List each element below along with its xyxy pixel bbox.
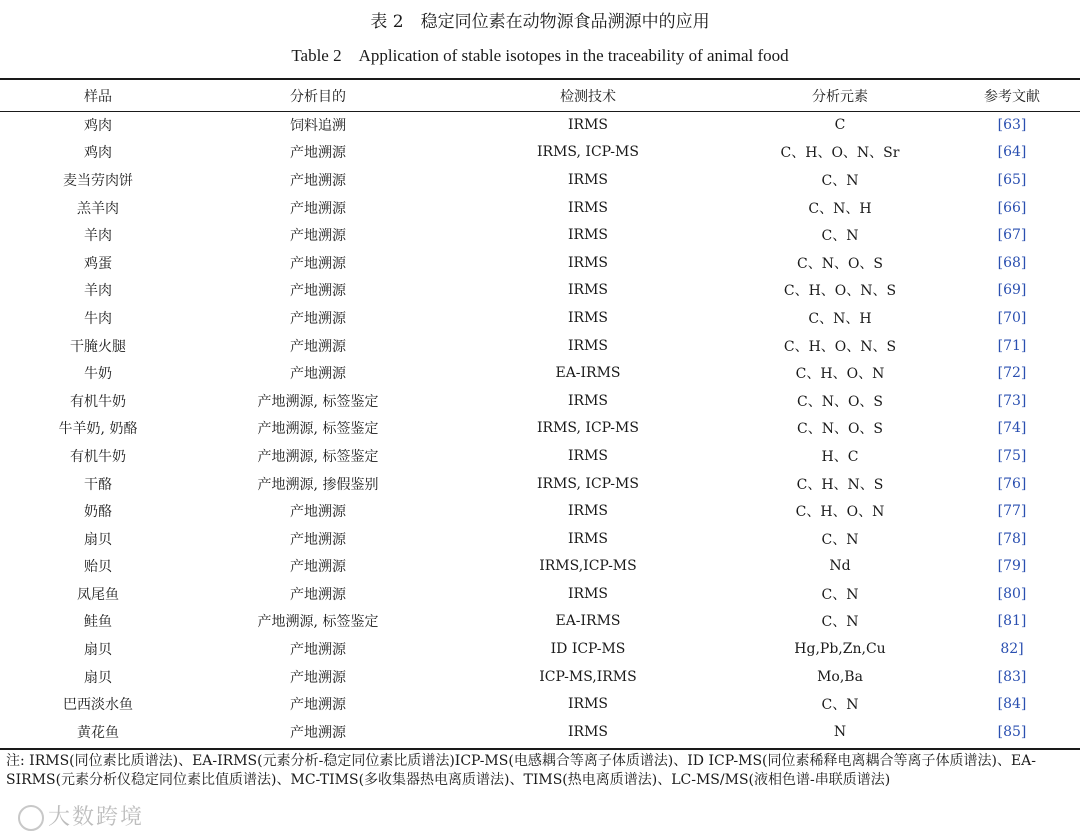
- cell-purpose: 产地溯源, 标签鉴定: [257, 421, 379, 438]
- cell-purpose: 产地溯源: [290, 145, 346, 162]
- cell-elements: C、H、O、N: [795, 366, 885, 383]
- cell-purpose: 产地溯源, 标签鉴定: [257, 393, 379, 410]
- cell-elements: C、N: [821, 172, 859, 189]
- cell-sample: 鸡蛋: [84, 255, 112, 272]
- cell-elements: H、C: [821, 448, 859, 465]
- cell-reference[interactable]: [80]: [997, 585, 1027, 602]
- table-row: [0, 525, 1080, 553]
- cell-sample: 麦当劳肉饼: [63, 172, 133, 189]
- table-row: [0, 277, 1080, 305]
- watermark-text: 大数跨境: [48, 805, 145, 830]
- table-row: [0, 580, 1080, 608]
- cell-technique: EA-IRMS: [555, 613, 621, 630]
- table-row: [0, 497, 1080, 525]
- cell-sample: 贻贝: [84, 559, 112, 576]
- cell-sample: 羊肉: [84, 283, 112, 300]
- cell-technique: IRMS: [568, 392, 608, 409]
- table-row: [0, 608, 1080, 636]
- table-row: [0, 221, 1080, 249]
- cell-sample: 牛羊奶, 奶酪: [58, 421, 138, 438]
- cell-elements: C、H、O、N: [795, 504, 885, 521]
- cell-purpose: 产地溯源: [290, 255, 346, 272]
- table-row: [0, 139, 1080, 167]
- cell-purpose: 产地溯源: [290, 669, 346, 686]
- cell-technique: IRMS: [568, 696, 608, 713]
- table-caption-en: Table 2 Application of stable isotopes in the traceability of animal food: [291, 46, 789, 65]
- cell-elements: C、H、N、S: [796, 476, 884, 493]
- cell-sample: 奶酪: [84, 504, 112, 521]
- cell-reference[interactable]: [74]: [997, 420, 1027, 437]
- cell-technique: IRMS: [568, 199, 608, 216]
- cell-elements: Mo,Ba: [817, 668, 863, 685]
- table-row: [0, 470, 1080, 498]
- cell-purpose: 产地溯源: [290, 366, 346, 383]
- cell-sample: 鲑鱼: [84, 614, 112, 631]
- cell-reference[interactable]: [68]: [997, 254, 1027, 271]
- cell-purpose: 产地溯源, 掺假鉴别: [257, 476, 379, 493]
- cell-elements: C、N、O、S: [796, 393, 884, 410]
- watermark-logo-icon: [18, 805, 44, 831]
- table-caption-cn: 表 2 稳定同位素在动物源食品溯源中的应用: [370, 12, 710, 32]
- cell-elements: Hg,Pb,Zn,Cu: [794, 641, 886, 658]
- cell-elements: C、N、O、S: [796, 255, 884, 272]
- watermark: [18, 800, 144, 831]
- cell-reference[interactable]: [67]: [997, 227, 1027, 244]
- table-row: [0, 166, 1080, 194]
- cell-technique: IRMS: [568, 503, 608, 520]
- cell-sample: 牛肉: [84, 310, 112, 327]
- table-row: [0, 690, 1080, 718]
- cell-technique: IRMS,ICP-MS: [539, 558, 637, 575]
- cell-reference[interactable]: [71]: [997, 337, 1027, 354]
- cell-sample: 干酪: [84, 476, 112, 493]
- cell-reference[interactable]: [64]: [997, 144, 1027, 161]
- table-row: [0, 332, 1080, 360]
- cell-reference[interactable]: [69]: [997, 282, 1027, 299]
- cell-purpose: 产地溯源: [290, 200, 346, 217]
- cell-technique: IRMS: [568, 530, 608, 547]
- cell-elements: N: [833, 723, 847, 740]
- cell-reference[interactable]: [78]: [997, 530, 1027, 547]
- cell-elements: C、N: [821, 228, 859, 245]
- cell-elements: C: [834, 116, 846, 133]
- cell-reference[interactable]: [76]: [997, 475, 1027, 492]
- cell-technique: IRMS: [568, 282, 608, 299]
- table-row: [0, 387, 1080, 415]
- table-header-row: [0, 80, 1080, 111]
- table-footnote: 注: IRMS(同位素比质谱法)、EA-IRMS(元素分析-稳定同位素比质谱法)ICP-MS(电感耦合等离子体质谱法)、ID ICP-MS(同位素稀释电离耦合等离子体质谱法)、EA-SIRMS(元素分析仪稳定同位素比值质谱法)、MC-TIMS(多收集器热电离质谱法)、TIMS(热电离质谱法)、LC-MS/MS(液相色谱-串联质谱法): [6, 753, 1037, 788]
- cell-reference[interactable]: [75]: [997, 447, 1027, 464]
- bottom-rule: [0, 748, 1080, 750]
- cell-purpose: 产地溯源: [290, 697, 346, 714]
- cell-technique: IRMS: [568, 585, 608, 602]
- cell-reference[interactable]: 82]: [1000, 641, 1024, 658]
- table-body: [0, 111, 1080, 746]
- cell-reference[interactable]: [63]: [997, 116, 1027, 133]
- cell-sample: 有机牛奶: [70, 448, 126, 465]
- cell-technique: IRMS: [568, 171, 608, 188]
- cell-elements: Nd: [829, 558, 851, 575]
- cell-technique: EA-IRMS: [555, 365, 621, 382]
- cell-reference[interactable]: [81]: [997, 613, 1027, 630]
- cell-reference[interactable]: [77]: [997, 503, 1027, 520]
- cell-technique: ID ICP-MS: [550, 641, 626, 658]
- cell-sample: 牛奶: [84, 366, 112, 383]
- table-row: [0, 359, 1080, 387]
- cell-purpose: 产地溯源: [290, 338, 346, 355]
- cell-sample: 鸡肉: [84, 117, 112, 134]
- cell-elements: C、H、O、N、S: [783, 338, 897, 355]
- cell-elements: C、N: [821, 531, 859, 548]
- cell-technique: IRMS: [568, 447, 608, 464]
- header-technique: 检测技术: [560, 88, 616, 105]
- cell-purpose: 产地溯源: [290, 559, 346, 576]
- header-reference: 参考文献: [984, 88, 1040, 105]
- isotope-application-table: [0, 80, 1080, 746]
- cell-reference[interactable]: [85]: [997, 723, 1027, 740]
- table-row: [0, 635, 1080, 663]
- cell-elements: C、N、H: [808, 310, 872, 327]
- table-row: [0, 415, 1080, 443]
- cell-purpose: 产地溯源: [290, 228, 346, 245]
- table-row: [0, 249, 1080, 277]
- cell-elements: C、N、O、S: [796, 421, 884, 438]
- cell-sample: 羊肉: [84, 228, 112, 245]
- cell-purpose: 产地溯源: [290, 172, 346, 189]
- cell-sample: 黄花鱼: [77, 724, 119, 741]
- cell-reference[interactable]: [84]: [997, 696, 1027, 713]
- cell-sample: 凤尾鱼: [77, 586, 119, 603]
- cell-purpose: 产地溯源: [290, 531, 346, 548]
- cell-technique: IRMS, ICP-MS: [537, 420, 639, 437]
- table-row: [0, 718, 1080, 746]
- cell-elements: C、N: [821, 614, 859, 631]
- table-row: [0, 111, 1080, 139]
- cell-sample: 巴西淡水鱼: [63, 697, 133, 714]
- cell-technique: IRMS: [568, 227, 608, 244]
- cell-purpose: 产地溯源, 标签鉴定: [257, 448, 379, 465]
- cell-reference[interactable]: [73]: [997, 392, 1027, 409]
- header-purpose: 分析目的: [290, 88, 346, 105]
- cell-purpose: 饲料追溯: [290, 117, 346, 134]
- cell-reference[interactable]: [79]: [997, 558, 1027, 575]
- cell-technique: IRMS: [568, 337, 608, 354]
- table-row: [0, 194, 1080, 222]
- cell-purpose: 产地溯源: [290, 642, 346, 659]
- cell-elements: C、H、O、N、Sr: [780, 145, 900, 162]
- cell-sample: 干腌火腿: [70, 338, 126, 355]
- cell-reference[interactable]: [83]: [997, 668, 1027, 685]
- cell-sample: 羔羊肉: [77, 200, 119, 217]
- cell-purpose: 产地溯源, 标签鉴定: [257, 614, 379, 631]
- cell-purpose: 产地溯源: [290, 310, 346, 327]
- table-row: [0, 304, 1080, 332]
- cell-sample: 扇贝: [84, 531, 112, 548]
- cell-reference[interactable]: [72]: [997, 365, 1027, 382]
- cell-sample: 鸡肉: [84, 145, 112, 162]
- cell-sample: 扇贝: [84, 642, 112, 659]
- cell-sample: 扇贝: [84, 669, 112, 686]
- cell-sample: 有机牛奶: [70, 393, 126, 410]
- cell-technique: IRMS, ICP-MS: [537, 144, 639, 161]
- table-row: [0, 553, 1080, 581]
- cell-technique: IRMS: [568, 116, 608, 133]
- cell-technique: IRMS: [568, 723, 608, 740]
- cell-reference[interactable]: [70]: [997, 309, 1027, 326]
- header-sample: 样品: [84, 88, 112, 105]
- cell-elements: C、N: [821, 697, 859, 714]
- cell-technique: ICP-MS,IRMS: [539, 668, 637, 685]
- cell-elements: C、N、H: [808, 200, 872, 217]
- cell-elements: C、H、O、N、S: [783, 283, 897, 300]
- table-row: [0, 663, 1080, 691]
- table-row: [0, 442, 1080, 470]
- cell-reference[interactable]: [66]: [997, 199, 1027, 216]
- cell-purpose: 产地溯源: [290, 283, 346, 300]
- cell-reference[interactable]: [65]: [997, 171, 1027, 188]
- cell-elements: C、N: [821, 586, 859, 603]
- cell-technique: IRMS: [568, 254, 608, 271]
- header-elements: 分析元素: [812, 88, 868, 105]
- cell-purpose: 产地溯源: [290, 504, 346, 521]
- cell-technique: IRMS, ICP-MS: [537, 475, 639, 492]
- cell-technique: IRMS: [568, 309, 608, 326]
- cell-purpose: 产地溯源: [290, 724, 346, 741]
- cell-purpose: 产地溯源: [290, 586, 346, 603]
